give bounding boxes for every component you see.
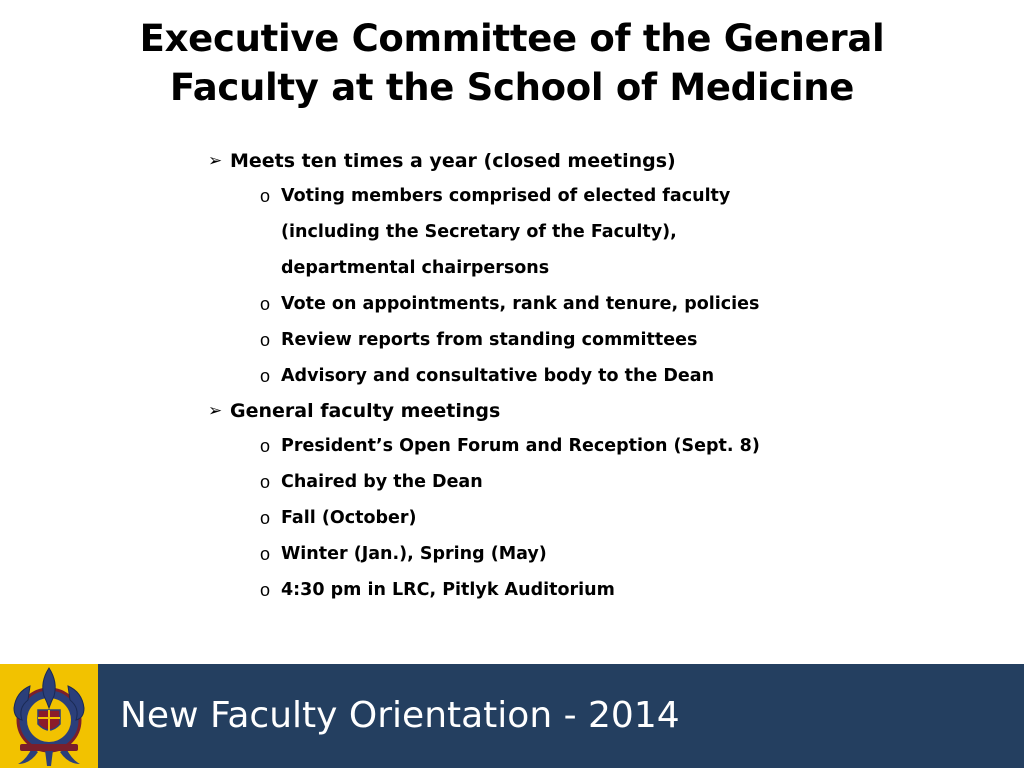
arrow-bullet-icon: ➢ [208, 401, 223, 421]
sub-bullet-item [260, 178, 928, 286]
circle-bullet-icon: o [260, 186, 271, 206]
sub-bullet-item [260, 464, 928, 500]
sub-bullet-text: Winter (Jan.), Spring (May) [281, 544, 547, 564]
sub-bullet-item [260, 500, 928, 536]
slide-title [0, 14, 1024, 112]
sub-bullet-text-cont: (including the Secretary of the Faculty), [281, 222, 677, 242]
sub-bullet-text: Voting members comprised of elected faculty [281, 186, 731, 206]
bullet-list [208, 144, 928, 608]
bullet-item [208, 144, 928, 178]
sub-bullet-text: 4:30 pm in LRC, Pitlyk Auditorium [281, 580, 615, 600]
sub-bullet-text: Vote on appointments, rank and tenure, policies [281, 294, 760, 314]
circle-bullet-icon: o [260, 436, 271, 456]
sub-bullet-text: Advisory and consultative body to the Dean [281, 366, 715, 386]
sub-bullet-text: President’s Open Forum and Reception (Sept. 8) [281, 436, 760, 456]
bullet-text: General faculty meetings [230, 400, 501, 422]
bullet-item [208, 394, 928, 428]
sub-bullet-text: Chaired by the Dean [281, 472, 483, 492]
title-line-2: Faculty at the School of Medicine [169, 66, 855, 109]
sub-bullet-text: Fall (October) [281, 508, 417, 528]
circle-bullet-icon: o [260, 580, 271, 600]
fleur-de-lis-crest-icon [0, 664, 98, 768]
sub-bullet-item [260, 536, 928, 572]
circle-bullet-icon: o [260, 544, 271, 564]
arrow-bullet-icon: ➢ [208, 151, 223, 171]
sub-bullet-item [260, 322, 928, 358]
sub-bullet-text: Review reports from standing committees [281, 330, 698, 350]
circle-bullet-icon: o [260, 366, 271, 386]
circle-bullet-icon: o [260, 508, 271, 528]
sub-bullet-item [260, 428, 928, 464]
sub-bullet-item [260, 572, 928, 608]
footer-bar [0, 664, 1024, 768]
sub-bullet-item [260, 286, 928, 322]
circle-bullet-icon: o [260, 294, 271, 314]
sub-bullet-text-cont: departmental chairpersons [281, 258, 550, 278]
sub-bullet-item [260, 358, 928, 394]
circle-bullet-icon: o [260, 472, 271, 492]
footer-title: New Faculty Orientation - 2014 [120, 695, 680, 736]
bullet-text: Meets ten times a year (closed meetings) [230, 150, 676, 172]
circle-bullet-icon: o [260, 330, 271, 350]
title-line-1: Executive Committee of the General [139, 17, 885, 60]
